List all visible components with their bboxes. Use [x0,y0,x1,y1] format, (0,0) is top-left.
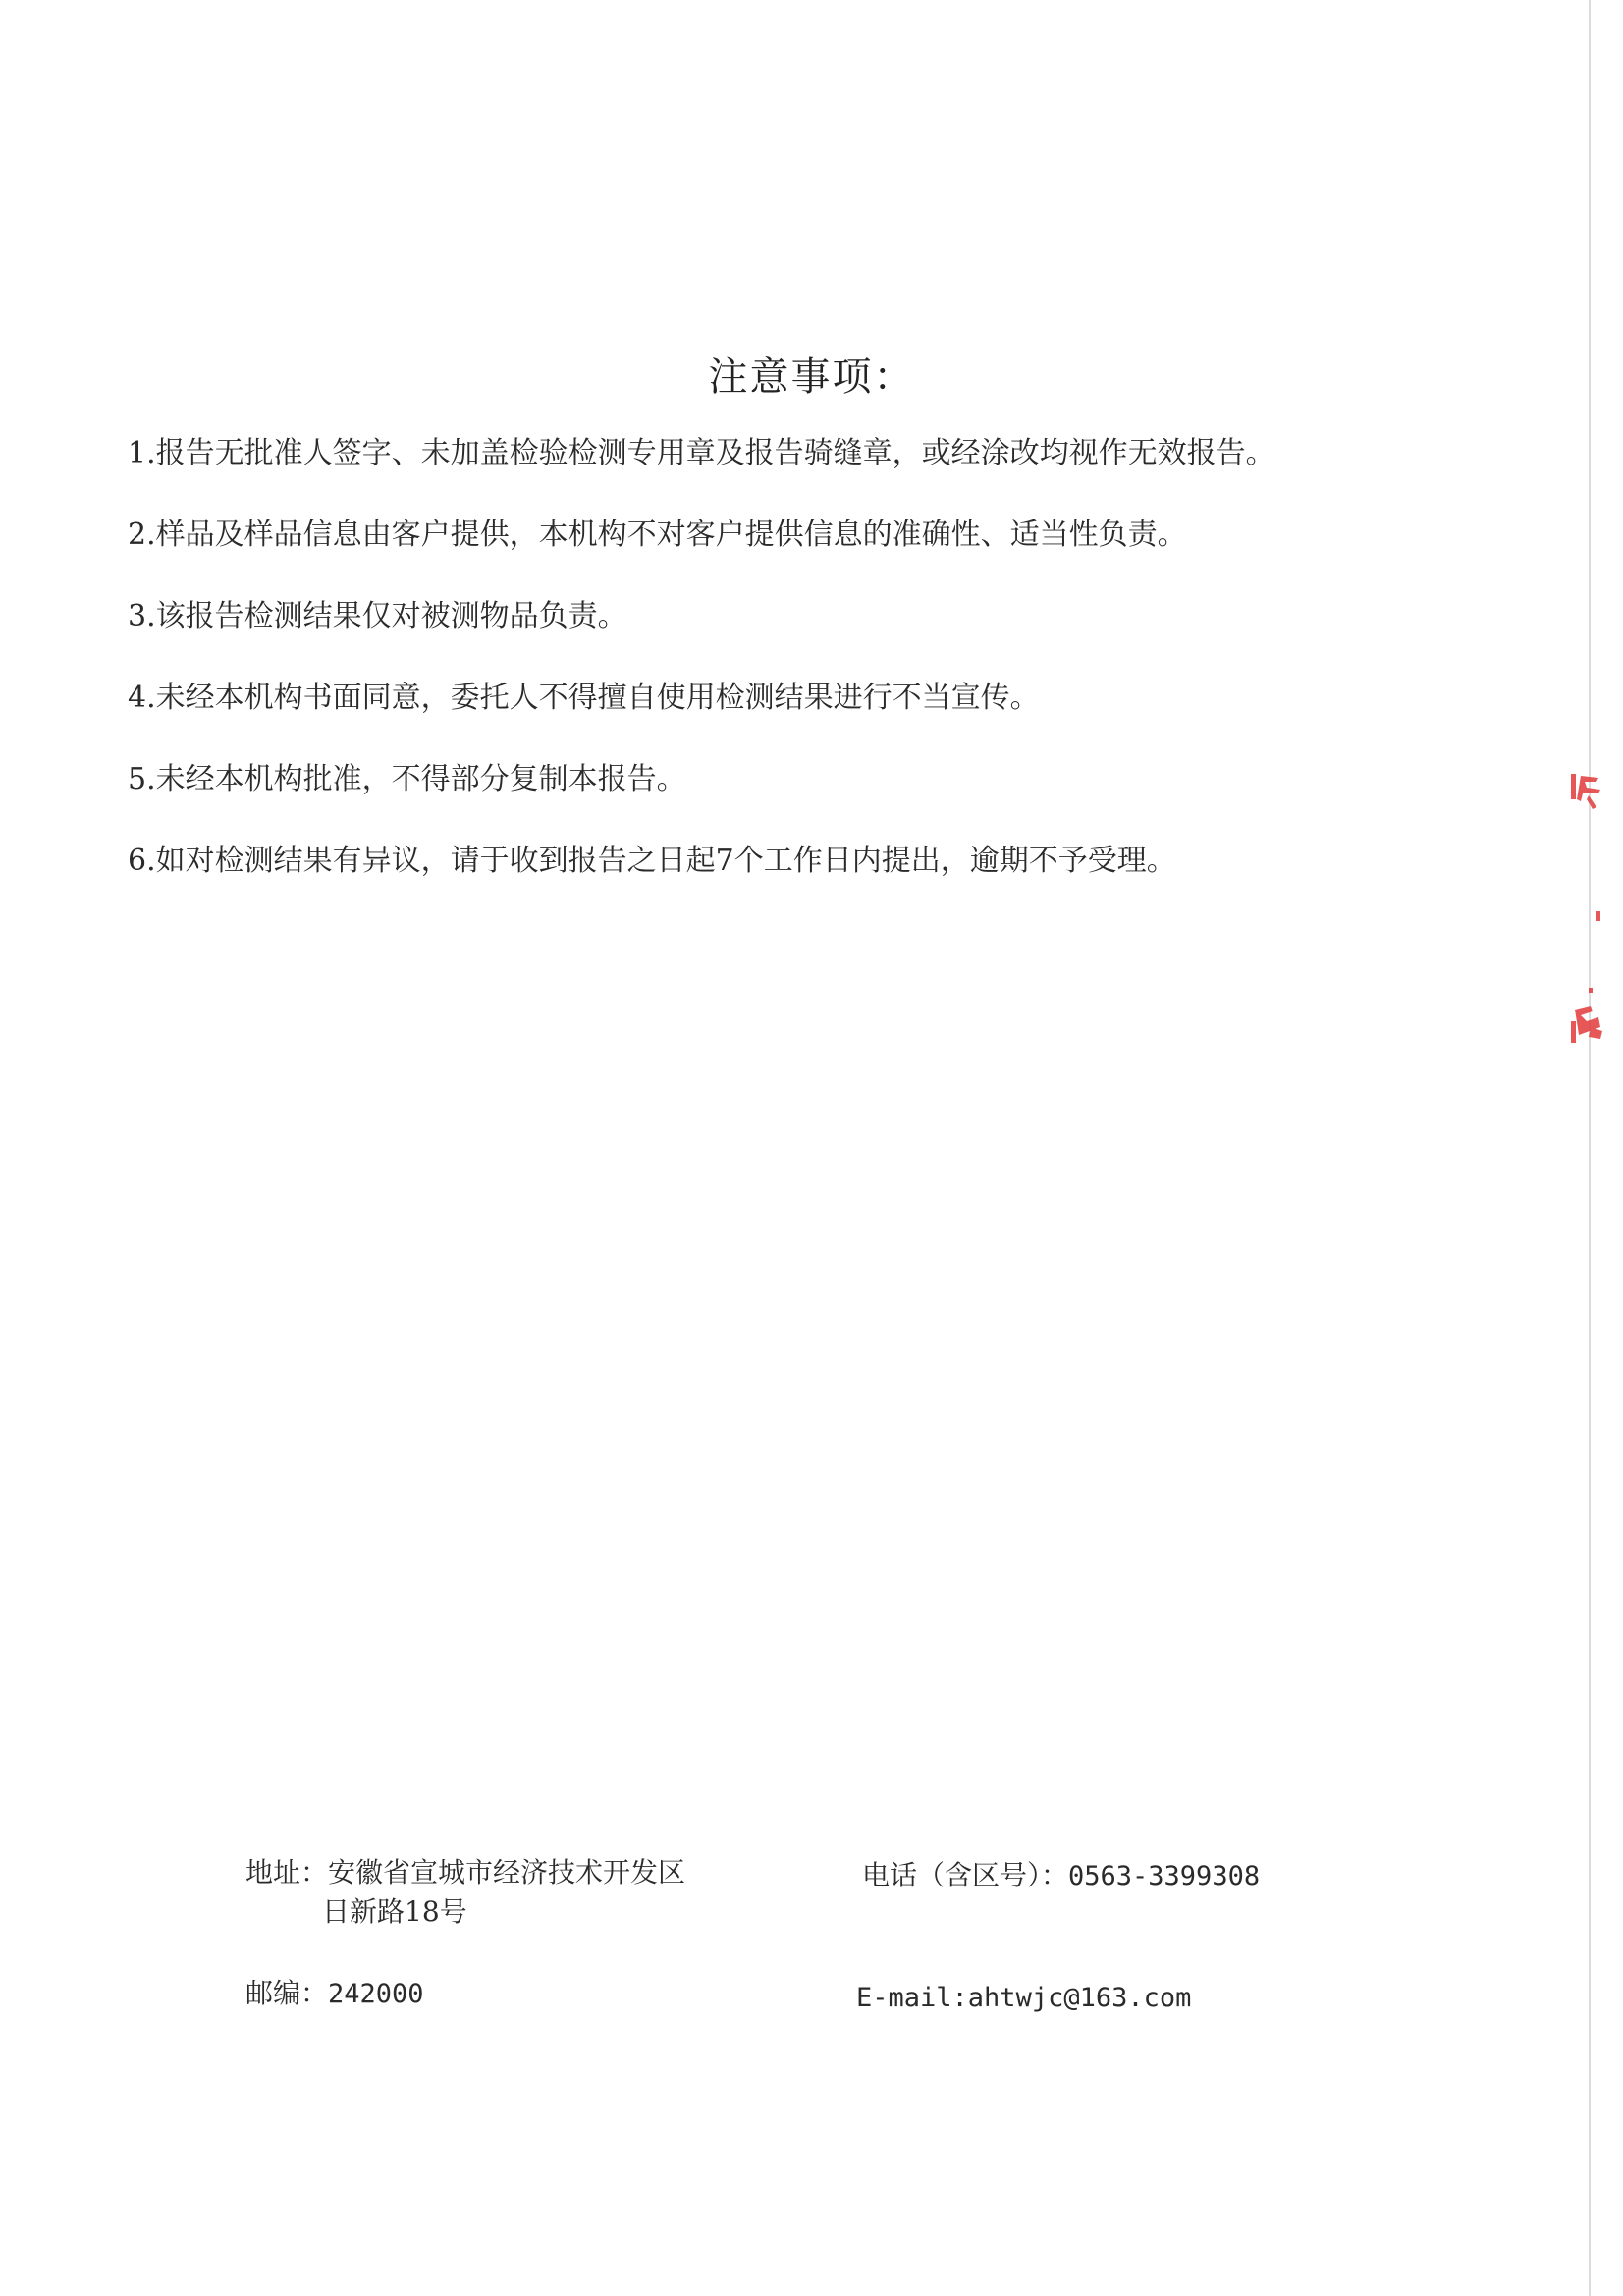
email-value: ahtwjc@163.com [967,1983,1192,2013]
seal-fragment-icon [1561,764,1610,1088]
page-edge-line [1589,0,1591,2296]
email-label: E-mail: [856,1983,968,2013]
postcode-label: 邮编： [245,1977,329,2009]
notice-item-1: 1.报告无批准人签字、未加盖检验检测专用章及报告骑缝章，或经涂改均视作无效报告。 [128,436,1275,470]
notice-item-6: 6.如对检测结果有异议，请于收到报告之日起7个工作日内提出，逾期不予受理。 [128,844,1176,878]
phone-value: 0563-3399308 [1068,1861,1261,1891]
phone-label: 电话（含区号）： [862,1859,1069,1891]
phone [862,1857,1260,1895]
notice-item-5: 5.未经本机构批准，不得部分复制本报告。 [128,762,686,796]
address-line2: 日新路18号 [322,1895,467,1928]
notices-list [128,434,1434,923]
notice-item-3: 3.该报告检测结果仅对被测物品负责。 [128,599,627,633]
email [856,1980,1191,2017]
address-label: 地址： [245,1856,329,1888]
notice-item-4: 4.未经本机构书面同意，委托人不得擅自使用检测结果进行不当宣传。 [128,681,1040,715]
address-line1: 安徽省宣城市经济技术开发区 [328,1856,686,1888]
address [245,1854,685,1891]
notice-item-2: 2.样品及样品信息由客户提供，本机构不对客户提供信息的准确性、适当性负责。 [128,518,1187,552]
page-title: 注意事项： [708,355,915,400]
postcode [245,1975,424,2013]
postcode-value: 242000 [328,1979,424,2009]
